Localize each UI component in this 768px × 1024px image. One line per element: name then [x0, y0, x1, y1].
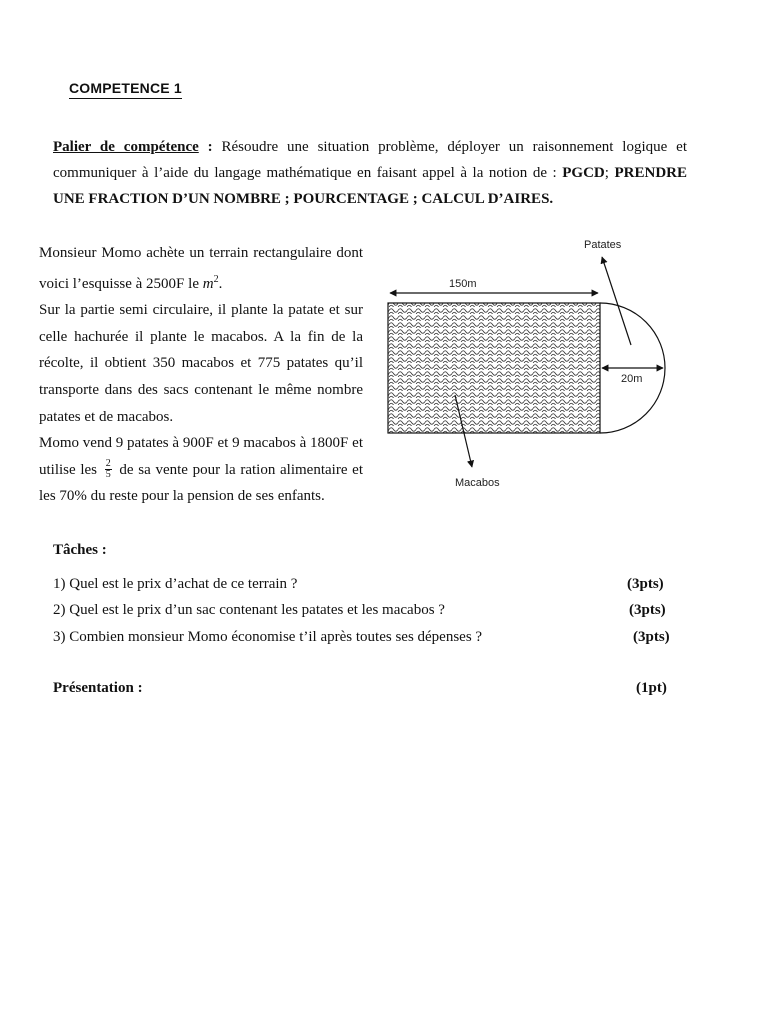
fraction-numerator: 2 [105, 457, 111, 469]
competence-heading: COMPETENCE 1 [69, 80, 182, 99]
palier-notions-rest: PRENDRE UNE FRACTION D’UN NOMBRE ; POURCENTAGE ; CALCUL D’AIRES. [53, 165, 687, 207]
palier-text: Résoudre une situation problème, déployer un raisonnement logique et communiquer à l’aide du langage mathématique en faisant appel à la notion de : [53, 139, 687, 181]
palier-paragraph [53, 134, 687, 212]
presentation-label: Présentation : [53, 680, 143, 696]
task-3: 3) Combien monsieur Momo économise t’il après toutes ses dépenses ? [53, 629, 483, 645]
patates-pointer-arrow [602, 257, 631, 345]
fraction-denominator: 5 [105, 468, 111, 480]
length-label: 150m [449, 278, 477, 290]
palier-colon: : [207, 139, 213, 155]
story-paragraph-3 [39, 430, 363, 510]
story-paragraph-1 [39, 240, 363, 297]
macabos-label: Macabos [455, 477, 500, 489]
patates-label: Patates [584, 239, 622, 251]
task-3-points: (3pts) [633, 629, 670, 645]
hatched-rectangle [388, 303, 600, 433]
task-1: 1) Quel est le prix d’achat de ce terrain ? [53, 576, 298, 592]
story-paragraph-2: Sur la partie semi circulaire, il plante la patate et sur celle hachurée il plante le macabos. A la fin de la récolte, il obtient 350 macabos et 775 patates qu’il transporte dans des sacs contenant le même nombre patates et de macabos. [39, 302, 363, 425]
story-p1-end: . [218, 275, 223, 292]
palier-separator: ; [604, 165, 615, 181]
presentation-points: (1pt) [636, 680, 667, 696]
story-p3-text-b: de sa vente pour la ration alimentaire et les 70% du reste pour la pension de ses enfants. [39, 461, 364, 505]
story-p1-exponent: 2 [213, 273, 219, 285]
terrain-sketch [380, 230, 680, 500]
story-p1-variable: m [202, 275, 214, 292]
palier-notion-pgcd: PGCD [562, 165, 605, 181]
width-label: 20m [621, 373, 643, 385]
story-p1-text: Monsieur Momo achète un terrain rectangulaire dont voici l’esquisse à 2500F le [39, 245, 363, 292]
task-2-points: (3pts) [629, 602, 666, 618]
task-1-points: (3pts) [627, 576, 664, 592]
story-p3-text-a: Momo vend 9 patates à 900F et 9 macabos à 1800F et utilise les [39, 435, 363, 478]
task-2: 2) Quel est le prix d’un sac contenant les patates et les macabos ? [53, 602, 445, 618]
palier-label: Palier de compétence [53, 139, 199, 155]
fraction-two-fifths [105, 459, 112, 480]
tasks-title: Tâches : [53, 542, 107, 558]
problem-statement [39, 240, 363, 510]
